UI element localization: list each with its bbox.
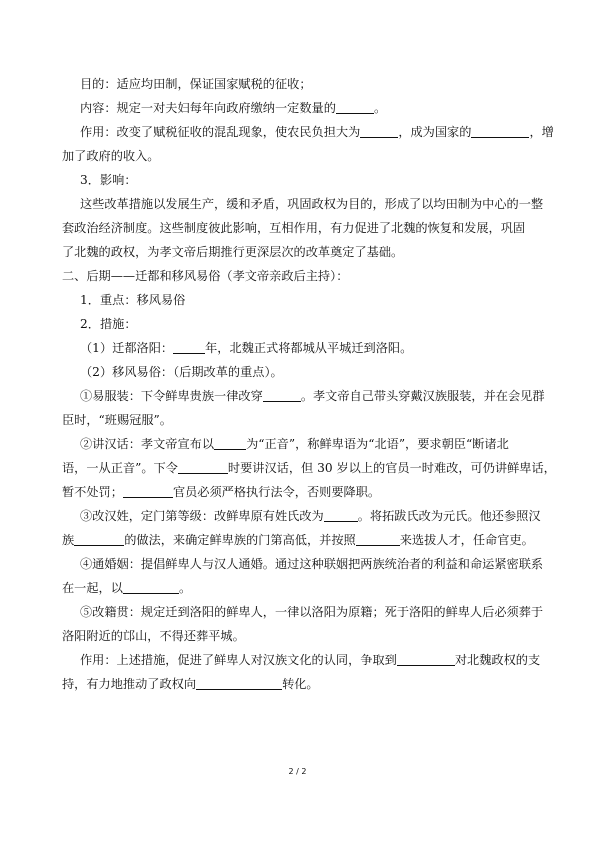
fill-blank [324,509,358,522]
item-marriage: ④通婚姻：提倡鲜卑人与汉人通婚。通过这种联姻把两族统治者的利益和命运紧密联系 [80,557,544,571]
section-heading-later-period: 二、后期——迁都和移风易俗（孝文帝亲政后主持）： [62,269,349,283]
fill-blank [397,653,455,666]
paragraph-influence-3: 了北魏的政权，为孝文帝后期推行更深层次的改革奠定了基础。 [62,245,404,259]
fill-blank [74,533,124,546]
page-number: 2 / 2 [288,767,307,776]
item-clothing-cont: 臣时，“班赐冠服”。 [62,413,172,427]
paragraph-content: 内容：规定一对夫妇每年向政府缴纳一定数量的 。 [80,101,387,115]
fill-blank [336,101,374,114]
item-language-cont-1: 语，一从正音”。下令 时要讲汉话，但 30 岁以上的官员一时难改，可仍讲鲜卑话， [62,461,556,475]
item-language: ②讲汉话：孝文帝宣布以 为“正音”，称鲜卑语为“北语”，要求朝臣“断诸北 [80,437,509,451]
fill-blank [356,533,400,546]
paragraph-effect: 作用：改变了赋税征收的混乱现象，使农民负担大为 ，成为国家的 ，增 [80,125,554,139]
paragraph-effect-cont: 加了政府的收入。 [62,149,160,163]
item-native-place-cont: 洛阳附近的邙山，不得还葬平城。 [62,629,245,643]
fill-blank [178,461,228,474]
item-customs: （2）移风易俗：（后期改革的重点）。 [80,365,283,379]
fill-blank [123,581,179,594]
paragraph-effects-summary: 作用：上述措施，促进了鲜卑人对汉族文化的认同，争取到 对北魏政权的支 [80,653,541,667]
fill-blank [360,125,398,138]
paragraph-influence-2: 套政治经济制度。这些制度彼此影响，互相作用，有力促进了北魏的恢复和发展，巩固 [62,221,526,235]
item-move-capital: （1）迁都洛阳： 年，北魏正式将都城从平城迁到洛阳。 [80,341,413,355]
paragraph-effects-summary-cont: 持，有力地推动了政权向 转化。 [62,677,319,691]
fill-blank [263,389,301,402]
item-clothing: ①易服装：下令鲜卑贵族一律改穿 。孝文帝自己带头穿戴汉族服装，并在会见群 [80,389,545,403]
item-measures: 2．措施： [80,317,137,331]
item-focus: 1．重点：移风易俗 [80,293,186,307]
fill-blank [123,485,173,498]
item-surnames-cont: 族 的做法，来确定鲜卑族的门第高低，并按照 来选拔人才，任命官吏。 [62,533,534,547]
item-surnames: ③改汉姓，定门第等级：改鲜卑原有姓氏改为 。将拓跋氏改为元氏。他还参照汉 [80,509,541,523]
fill-blank [196,677,282,690]
paragraph-purpose: 目的：适应均田制，保证国家赋税的征收； [80,77,312,91]
paragraph-influence-1: 这些改革措施以发展生产，缓和矛盾，巩固政权为目的，形成了以均田制为中心的一整 [80,197,544,211]
fill-blank [471,125,529,138]
fill-blank [214,437,246,450]
item-marriage-cont: 在一起，以 。 [62,581,192,595]
item-language-cont-2: 暂不处罚； 官员必须严格执行法令，否则要降职。 [62,485,381,499]
item-native-place: ⑤改籍贯：规定迁到洛阳的鲜卑人，一律以洛阳为原籍；死于洛阳的鲜卑人后必须葬于 [80,605,544,619]
fill-blank [173,341,205,354]
heading-influence: 3．影响： [80,173,137,187]
